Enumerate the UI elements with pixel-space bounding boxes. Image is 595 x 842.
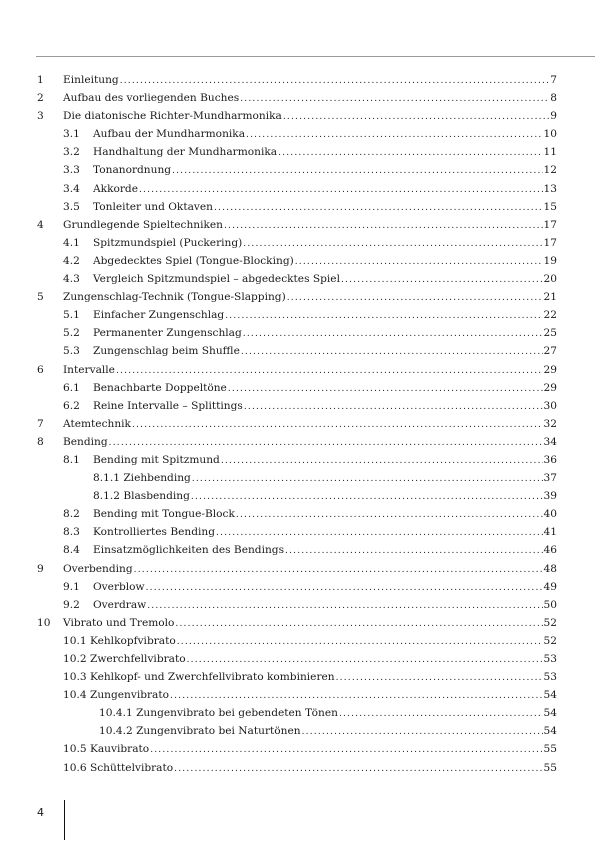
toc-entry[interactable] [37, 270, 557, 288]
toc-entry-number: 4.3 [63, 273, 80, 286]
toc-entry[interactable] [37, 288, 557, 306]
toc-entry[interactable] [37, 469, 557, 487]
toc-entry-title: 10.4.2 Zungenvibrato bei Naturtönen [99, 725, 301, 738]
toc-entry-page: 21 [543, 291, 557, 304]
toc-leader-dots [278, 144, 542, 162]
toc-entry-number: 5.2 [63, 327, 80, 340]
toc-entry[interactable] [37, 505, 557, 523]
toc-entry-page: 49 [543, 580, 557, 593]
toc-entry-number: 3.2 [63, 146, 80, 159]
toc-entry[interactable] [37, 71, 557, 89]
toc-entry-title: Spitzmundspiel (Puckering) [93, 236, 243, 249]
toc-entry-page: 29 [543, 363, 557, 376]
toc-leader-dots [244, 398, 543, 416]
toc-entry-title: Tonleiter und Oktaven [93, 200, 213, 213]
toc-leader-dots [246, 126, 543, 144]
toc-entry[interactable] [37, 487, 557, 505]
toc-entry-title: Vergleich Spitzmundspiel – abgedecktes Spiel [93, 273, 340, 286]
toc-entry-title: 10.5 Kauvibrato [63, 743, 150, 756]
toc-entry-page: 40 [543, 508, 557, 521]
toc-entry-page: 52 [543, 616, 557, 629]
toc-entry-title: 8.1.2 Blasbending [93, 490, 190, 503]
toc-leader-dots [116, 362, 543, 380]
toc-entry[interactable] [37, 161, 557, 179]
toc-entry[interactable] [37, 722, 557, 740]
toc-entry-page: 22 [543, 309, 557, 322]
toc-leader-dots [236, 506, 543, 524]
toc-entry-page: 55 [543, 743, 557, 756]
toc-entry-page: 13 [543, 182, 557, 195]
toc-entry-page: 36 [543, 453, 557, 466]
toc-leader-dots [170, 687, 543, 705]
toc-entry-title: Zungenschlag-Technik (Tongue-Slapping) [63, 291, 286, 304]
toc-entry[interactable] [37, 759, 557, 777]
toc-entry-page: 41 [543, 526, 557, 539]
toc-leader-dots [240, 90, 549, 108]
toc-entry-title: 10.4 Zungenvibrato [63, 689, 170, 702]
toc-entry-number: 2 [37, 92, 44, 105]
toc-entry[interactable] [37, 342, 557, 360]
toc-entry-page: 39 [543, 490, 557, 503]
toc-entry-number: 8 [37, 435, 44, 448]
toc-entry[interactable] [37, 668, 557, 686]
toc-entry-number: 3.1 [63, 128, 80, 141]
toc-leader-dots [139, 181, 543, 199]
toc-leader-dots [221, 452, 543, 470]
toc-entry-title: Grundlegende Spieltechniken [63, 218, 223, 231]
toc-entry-title: Reine Intervalle – Splittings [93, 399, 243, 412]
toc-entry-page: 50 [543, 598, 557, 611]
toc-leader-dots [243, 235, 542, 253]
toc-leader-dots [339, 705, 543, 723]
toc-entry[interactable] [37, 252, 557, 270]
toc-entry-number: 5 [37, 291, 44, 304]
toc-leader-dots [109, 434, 543, 452]
toc-leader-dots [187, 651, 543, 669]
toc-entry[interactable] [37, 740, 557, 758]
toc-entry-page: 30 [543, 399, 557, 412]
toc-leader-dots [146, 579, 543, 597]
toc-entry-title: 10.6 Schüttelvibrato [63, 761, 174, 774]
toc-entry[interactable] [37, 578, 557, 596]
toc-entry-number: 3.5 [63, 200, 80, 213]
toc-entry-title: Overdraw [93, 598, 147, 611]
toc-entry-title: Permanenter Zungenschlag [93, 327, 242, 340]
toc-entry-title: Akkorde [93, 182, 138, 195]
toc-entry-number: 5.3 [63, 345, 80, 358]
toc-entry-page: 52 [543, 634, 557, 647]
toc-entry-title: 8.1.1 Ziehbending [93, 472, 191, 485]
toc-leader-dots [283, 108, 549, 126]
toc-entry[interactable] [37, 234, 557, 252]
toc-entry[interactable] [37, 541, 557, 559]
toc-entry-title: Einsatzmöglichkeiten des Bendings [93, 544, 285, 557]
toc-entry-page: 37 [543, 472, 557, 485]
toc-entry-page: 15 [543, 200, 557, 213]
toc-entry-number: 4.1 [63, 236, 80, 249]
toc-entry[interactable] [37, 596, 557, 614]
toc-entry-number: 10 [37, 616, 51, 629]
toc-entry[interactable] [37, 632, 557, 650]
toc-leader-dots [192, 470, 543, 488]
toc-entry-title: Bending mit Tongue-Block [93, 508, 235, 521]
toc-leader-dots [191, 488, 543, 506]
toc-entry-page: 8 [550, 92, 557, 105]
toc-entry[interactable] [37, 324, 557, 342]
toc-entry-title: 10.1 Kehlkopfvibrato [63, 634, 176, 647]
toc-entry-title: 10.4.1 Zungenvibrato bei gebendeten Tönen [99, 707, 338, 720]
toc-entry-number: 3 [37, 110, 44, 123]
toc-leader-dots [225, 307, 542, 325]
toc-leader-dots [177, 633, 543, 651]
toc-entry[interactable] [37, 143, 557, 161]
toc-entry-number: 8.1 [63, 453, 80, 466]
toc-entry-number: 4 [37, 218, 44, 231]
toc-entry-title: Einleitung [63, 74, 119, 86]
toc-leader-dots [341, 271, 543, 289]
toc-entry-number: 8.2 [63, 508, 80, 521]
toc-entry[interactable] [37, 614, 557, 632]
toc-leader-dots [132, 416, 543, 434]
toc-leader-dots [147, 597, 542, 615]
toc-entry-title: Bending mit Spitzmund [93, 453, 220, 466]
toc-entry-title: Benachbarte Doppeltöne [93, 381, 227, 394]
toc-entry-page: 10 [543, 128, 557, 141]
toc-leader-dots [287, 289, 543, 307]
toc-leader-dots [241, 343, 543, 361]
toc-entry-number: 9 [37, 562, 44, 575]
toc-entry-title: Handhaltung der Mundharmonika [93, 146, 278, 159]
toc-leader-dots [295, 253, 543, 271]
toc-entry-page: 25 [543, 327, 557, 340]
toc-entry-title: Zungenschlag beim Shuffle [93, 345, 240, 358]
toc-entry[interactable] [37, 306, 557, 324]
toc-leader-dots [216, 524, 543, 542]
toc-entry-title: Atemtechnik [63, 417, 131, 430]
toc-entry[interactable] [37, 397, 557, 415]
toc-entry[interactable] [37, 686, 557, 704]
toc-entry[interactable] [37, 650, 557, 668]
toc-entry-number: 3.4 [63, 182, 80, 195]
toc-entry-page: 20 [543, 273, 557, 286]
toc-entry[interactable] [37, 216, 557, 234]
toc-entry[interactable] [37, 379, 557, 397]
toc-entry-number: 5.1 [63, 309, 80, 322]
toc-entry[interactable] [37, 523, 557, 541]
toc-leader-dots [243, 325, 543, 343]
toc-leader-dots [302, 723, 543, 741]
toc-entry-page: 9 [550, 110, 557, 123]
toc-entry-number: 7 [37, 417, 44, 430]
toc-entry[interactable] [37, 560, 557, 578]
toc-entry-title: Bending [63, 435, 108, 448]
toc-leader-dots [336, 669, 543, 687]
toc-entry-title: 10.3 Kehlkopf- und Zwerchfellvibrato kombinieren [63, 671, 335, 684]
toc-entry-title: Overbending [63, 562, 133, 575]
toc-entry-page: 54 [543, 689, 557, 702]
toc-entry-title: Einfacher Zungenschlag [93, 309, 225, 322]
table-of-contents [37, 71, 557, 777]
toc-entry-page: 53 [543, 671, 557, 684]
toc-entry[interactable] [37, 361, 557, 379]
toc-entry-title: Kontrolliertes Bending [93, 526, 216, 539]
toc-entry-title: Die diatonische Richter-Mundharmonika [63, 110, 282, 123]
toc-entry-title: Aufbau des vorliegenden Buches [63, 92, 240, 105]
toc-entry-page: 54 [543, 707, 557, 720]
toc-leader-dots [214, 199, 543, 217]
toc-entry-number: 6.2 [63, 399, 80, 412]
toc-entry-title: Abgedecktes Spiel (Tongue-Blocking) [93, 254, 294, 267]
toc-entry-page: 7 [550, 74, 557, 86]
toc-entry-number: 8.3 [63, 526, 80, 539]
toc-entry-page: 19 [543, 254, 557, 267]
toc-leader-dots [174, 760, 542, 778]
toc-entry-number: 8.4 [63, 544, 80, 557]
toc-entry-title: Aufbau der Mundharmonika [93, 128, 246, 141]
toc-entry-title: Tonanordnung [93, 164, 172, 177]
toc-entry-page: 55 [543, 761, 557, 774]
toc-leader-dots [150, 741, 542, 759]
toc-leader-dots [228, 380, 543, 398]
toc-entry-title: Vibrato und Tremolo [63, 616, 175, 629]
toc-entry-page: 54 [543, 725, 557, 738]
toc-entry-page: 29 [543, 381, 557, 394]
toc-leader-dots [172, 162, 542, 180]
toc-entry-page: 11 [543, 146, 557, 159]
toc-entry-page: 32 [543, 417, 557, 430]
toc-leader-dots [224, 217, 543, 235]
toc-leader-dots [285, 542, 543, 560]
toc-entry-page: 46 [543, 544, 557, 557]
toc-entry[interactable] [37, 704, 557, 722]
header-rule [36, 56, 595, 57]
toc-entry-page: 53 [543, 653, 557, 665]
toc-entry-number: 1 [37, 74, 44, 86]
toc-entry-page: 34 [543, 435, 557, 448]
toc-entry[interactable] [37, 415, 557, 433]
toc-entry[interactable] [37, 198, 557, 216]
page-number: 4 [37, 806, 44, 819]
toc-leader-dots [120, 72, 550, 90]
toc-entry-number: 3.3 [63, 164, 80, 177]
toc-leader-dots [175, 615, 542, 633]
toc-entry[interactable] [37, 125, 557, 143]
toc-entry-page: 48 [543, 562, 557, 575]
toc-entry-page: 17 [543, 218, 557, 231]
toc-entry[interactable] [37, 451, 557, 469]
toc-entry-page: 12 [543, 164, 557, 177]
toc-entry-number: 9.2 [63, 598, 80, 611]
footer-rule [64, 800, 65, 840]
toc-entry-number: 6.1 [63, 381, 80, 394]
toc-entry[interactable] [37, 107, 557, 125]
toc-entry-title: Intervalle [63, 363, 115, 376]
toc-entry[interactable] [37, 433, 557, 451]
toc-entry-page: 17 [543, 236, 557, 249]
toc-entry-title: Overblow [93, 580, 145, 593]
toc-entry-page: 27 [543, 345, 557, 358]
toc-entry[interactable] [37, 180, 557, 198]
toc-leader-dots [134, 561, 543, 579]
toc-entry-number: 4.2 [63, 254, 80, 267]
toc-entry-number: 9.1 [63, 580, 80, 593]
toc-entry[interactable] [37, 89, 557, 107]
toc-entry-title: 10.2 Zwerchfellvibrato [63, 653, 186, 665]
toc-entry-number: 6 [37, 363, 44, 376]
